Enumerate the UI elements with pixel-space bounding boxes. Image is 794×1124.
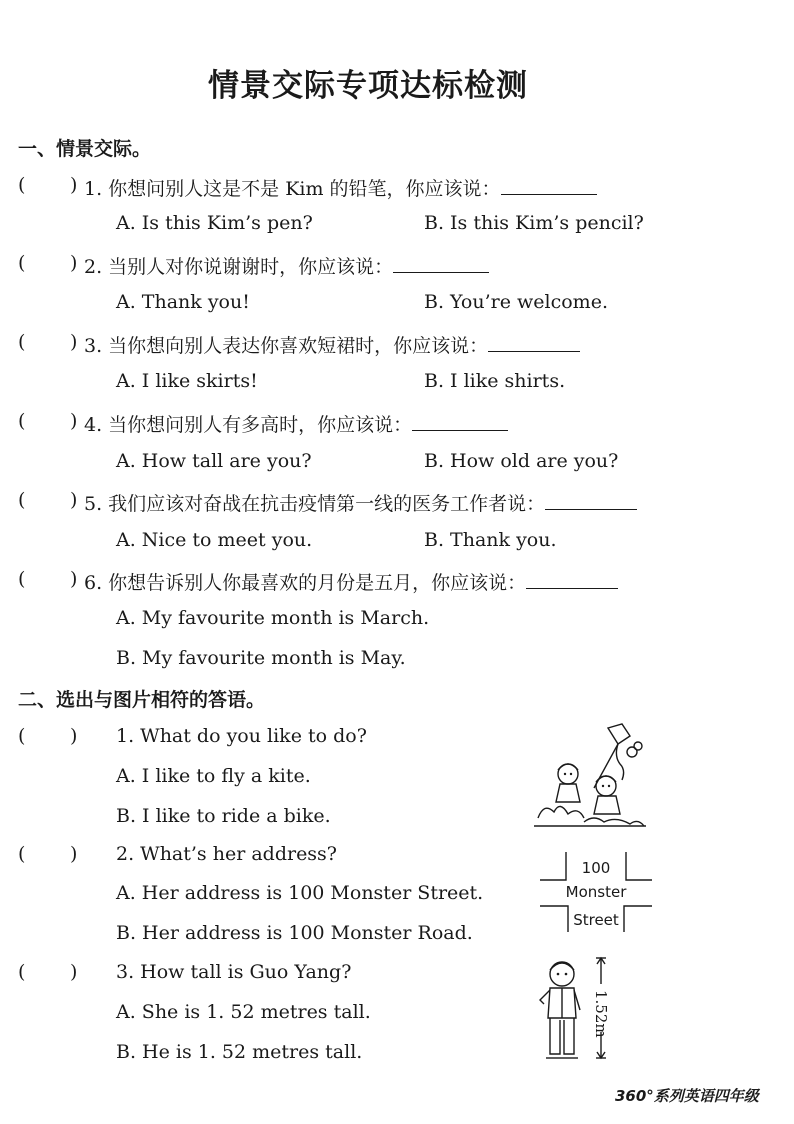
kite-icon xyxy=(608,724,630,744)
answer-blank[interactable] xyxy=(488,333,580,352)
option-a: A. I like to fly a kite. xyxy=(116,765,311,787)
option-a: A. Thank you! xyxy=(116,291,250,313)
answer-paren-open: ( xyxy=(18,331,26,353)
answer-blank[interactable] xyxy=(412,412,508,431)
answer-paren-open: ( xyxy=(18,410,26,432)
option-b: B. He is 1. 52 metres tall. xyxy=(116,1041,363,1063)
option-b: B. You’re welcome. xyxy=(424,291,608,313)
boy-height-picture xyxy=(534,954,618,1066)
question-text: 6. 你想告诉别人你最喜欢的月份是五月，你应该说： xyxy=(84,568,618,595)
question-text: 2. 当别人对你说谢谢时，你应该说： xyxy=(84,252,489,279)
option-a: A. Nice to meet you. xyxy=(116,529,313,551)
answer-blank[interactable] xyxy=(501,176,597,195)
answer-paren-open: ( xyxy=(18,843,26,865)
page-title: 情景交际专项达标检测 xyxy=(208,68,528,104)
answer-paren-open: ( xyxy=(18,725,26,747)
answer-paren-close: ) xyxy=(70,174,78,196)
question-text: 5. 我们应该对奋战在抗击疫情第一线的医务工作者说： xyxy=(84,489,637,516)
answer-paren-open: ( xyxy=(18,568,26,590)
answer-blank[interactable] xyxy=(545,491,637,510)
option-a: A. My favourite month is March. xyxy=(116,607,430,629)
question-text: 3. How tall is Guo Yang? xyxy=(116,961,352,983)
section-1-heading: 一、情景交际。 xyxy=(18,138,152,160)
question-text: 2. What’s her address? xyxy=(116,843,337,865)
answer-paren-close: ) xyxy=(70,331,78,353)
height-label: 1.52m xyxy=(592,990,610,1038)
option-b: B. Is this Kim’s pencil? xyxy=(424,212,644,234)
question-text: 1. 你想问别人这是不是 Kim 的铅笔，你应该说： xyxy=(84,174,597,201)
answer-paren-open: ( xyxy=(18,961,26,983)
option-b: B. Her address is 100 Monster Road. xyxy=(116,922,473,944)
answer-paren-close: ) xyxy=(70,252,78,274)
answer-blank[interactable] xyxy=(393,254,489,273)
option-b: B. Thank you. xyxy=(424,529,557,551)
answer-paren-open: ( xyxy=(18,252,26,274)
option-b: B. I like shirts. xyxy=(424,370,566,392)
option-a: A. Her address is 100 Monster Street. xyxy=(116,882,484,904)
answer-paren-close: ) xyxy=(70,725,78,747)
question-text: 1. What do you like to do? xyxy=(116,725,367,747)
address-sign-picture xyxy=(538,848,654,934)
footer-series-label: 360°系列英语四年级 xyxy=(615,1087,759,1105)
section-2-heading: 二、选出与图片相符的答语。 xyxy=(18,689,266,711)
option-a: A. How tall are you? xyxy=(116,450,312,472)
option-a: A. Is this Kim’s pen? xyxy=(116,212,313,234)
question-text: 3. 当你想向别人表达你喜欢短裙时，你应该说： xyxy=(84,331,580,358)
option-a: A. I like skirts! xyxy=(116,370,258,392)
question-text: 4. 当你想问别人有多高时，你应该说： xyxy=(84,410,508,437)
answer-paren-close: ) xyxy=(70,961,78,983)
option-b: B. How old are you? xyxy=(424,450,619,472)
option-a: A. She is 1. 52 metres tall. xyxy=(116,1001,371,1023)
sign-number: 100 xyxy=(581,859,611,877)
answer-paren-open: ( xyxy=(18,489,26,511)
answer-blank[interactable] xyxy=(526,570,618,589)
answer-paren-close: ) xyxy=(70,489,78,511)
kids-flying-kite-picture xyxy=(534,722,646,828)
answer-paren-close: ) xyxy=(70,410,78,432)
answer-paren-close: ) xyxy=(70,843,78,865)
answer-paren-close: ) xyxy=(70,568,78,590)
option-b: B. My favourite month is May. xyxy=(116,647,406,669)
sign-name: Monster xyxy=(565,883,627,901)
sign-street: Street xyxy=(573,911,619,929)
answer-paren-open: ( xyxy=(18,174,26,196)
option-b: B. I like to ride a bike. xyxy=(116,805,331,827)
